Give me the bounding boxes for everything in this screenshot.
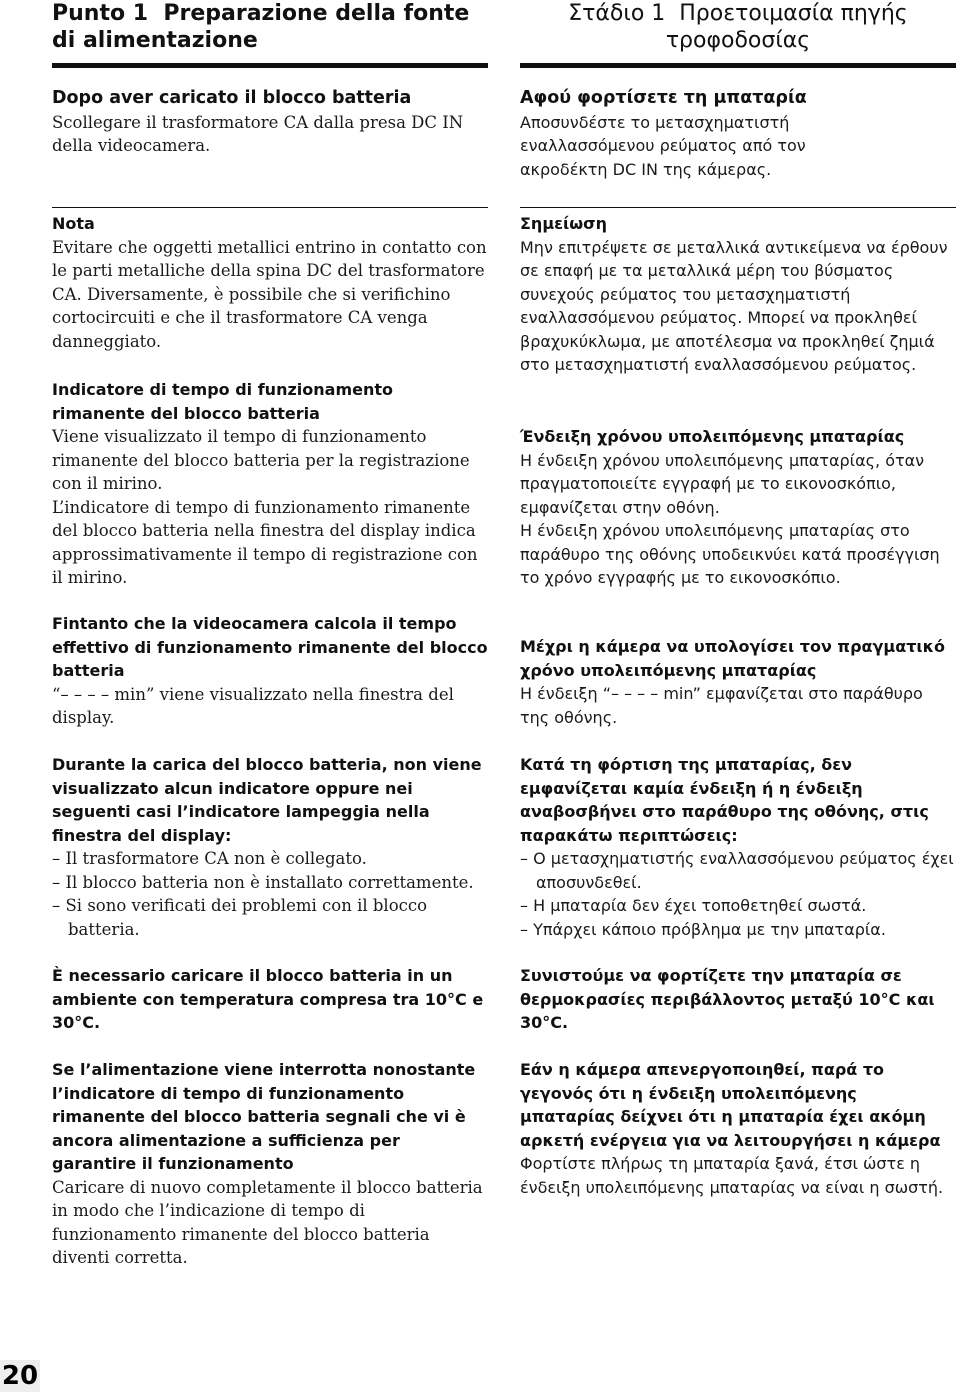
calc-text: Η ένδειξη “– – – – min” εμφανίζεται στο παράθυρο της οθόνης. [520,684,923,727]
title-line-1: Punto 1 Preparazione della fonte [52,1,470,26]
charging-item: – Η μπαταρία δεν έχει τοποθετηθεί σωστά. [520,896,867,915]
temperature-section [52,964,488,1035]
indicator-heading: Ένδειξη χρόνου υπολειπόμενης μπαταρίας [520,427,905,446]
poweroff-text: Caricare di nuovo completamente il blocco batteria in modo che l’indicazione di tempo di funzionamento rimanente del blocco batteria diventi corretta. [52,1177,483,1267]
temperature-heading: È necessario caricare il blocco batteria in un ambiente con temperatura compresa tra 10°C e 30°C. [52,966,484,1032]
note-text: Evitare che oggetti metallici entrino in contatto con le parti metalliche della spina DC del trasformatore CA. Diversamente, è possibile che si verifichino cortocircuiti e che il trasformatore CA venga danneggiato. [52,237,487,351]
indicator-text-2: L’indicatore di tempo di funzionamento rimanente del blocco batteria nella finestra del display indica approssimativamente il tempo di registrazione con il mirino. [52,497,478,587]
charging-heading: Durante la carica del blocco batteria, non viene visualizzato alcun indicatore oppure nei seguenti casi l’indicatore lampeggia nella finestra del display: [52,755,482,845]
note-heading: Nota [52,214,95,233]
note-rule [520,207,956,208]
title-rule [520,63,956,68]
indicator-text-1: Viene visualizzato il tempo di funzionamento rimanente del blocco batteria per la registrazione con il mirino. [52,427,470,493]
after-charge-heading: Αφού φορτίσετε τη μπαταρία [520,88,807,108]
title-line-2: τροφοδοσίας [665,28,811,53]
charging-heading: Κατά τη φόρτιση της μπαταρίας, δεν εμφανίζεται καμία ένδειξη ή η ένδειξη αναβοσβήνει στο παράθυρο της οθόνης, στις παρακάτω περιπτώσεις: [520,755,929,845]
calc-section [520,635,956,729]
note-section [520,212,956,377]
charging-item: – Si sono verificati dei problemi con il blocco batteria. [52,896,428,939]
indicator-text-2: Η ένδειξη χρόνου υπολειπόμενης μπαταρίας στο παράθυρο της οθόνης υποδεικνύει κατά προσέγγιση το χρόνο εγγραφής με το εικονοσκόπιο. [520,521,940,587]
note-text: Μην επιτρέψετε σε μεταλλικά αντικείμενα να έρθουν σε επαφή με τα μεταλλικά μέρη του βύσματος συνεχούς ρεύματος του μετασχηματιστή εναλλασσόμενου ρεύματος. Μπορεί να προκληθεί βραχυκύκλωμα, με αποτέλεσμα να προκληθεί ζημιά στο μετασχηματιστή εναλλασσόμενου ρεύματος. [520,237,948,374]
title-rule [52,63,488,68]
after-charge-text: Αποσυνδέστε το μετασχηματιστή εναλλασσόμενου ρεύματος από τον ακροδέκτη DC IN της κάμερας. [520,112,806,179]
poweroff-section [52,1058,488,1270]
calc-heading: Fintanto che la videocamera calcola il tempo effettivo di funzionamento rimanente del blocco batteria [52,614,488,680]
title-line-1: Στάδιο 1 Προετοιμασία πηγής [568,1,908,26]
charging-item: – Il blocco batteria non è installato correttamente. [52,872,474,892]
poweroff-heading: Εάν η κάμερα απενεργοποιηθεί, παρά το γεγονός ότι η ένδειξη υπολειπόμενης μπαταρίας δείχνει ότι η μπαταρία έχει ακόμη αρκετή ενέργεια για να λειτουργήσει η κάμερα [520,1060,941,1150]
after-charge-section [52,87,488,158]
after-charge-section [520,87,956,181]
poweroff-text: Φορτίστε πλήρως τη μπαταρία ξανά, έτσι ώστε η ένδειξη υπολειπόμενης μπαταρίας να είναι η σωστή. [520,1154,944,1197]
after-charge-text: Scollegare il trasformatore CA dalla presa DC IN della videocamera. [52,112,464,155]
indicator-heading: Indicatore di tempo di funzionamento rimanente del blocco batteria [52,380,393,423]
charging-item: – Il trasformatore CA non è collegato. [52,849,367,868]
calc-heading: Μέχρι η κάμερα να υπολογίσει τον πραγματικό χρόνο υπολειπόμενης μπαταρίας [520,637,945,680]
after-charge-heading: Dopo aver caricato il blocco batteria [52,88,412,108]
indicator-section [52,378,488,590]
section-title-italian [52,0,488,54]
note-section [52,212,488,353]
poweroff-section [520,1058,956,1199]
note-heading: Σημείωση [520,214,607,233]
section-title-greek [520,0,956,54]
temperature-heading: Συνιστούμε να φορτίζετε την μπαταρία σε θερμοκρασίες περιβάλλοντος μεταξύ 10°C και 30°C. [520,966,935,1032]
calc-section [52,612,488,730]
charging-section [520,753,956,941]
indicator-text-1: Η ένδειξη χρόνου υπολειπόμενης μπαταρίας, όταν πραγματοποιείτε εγγραφή με το εικονοσκόπιο, εμφανίζεται στην οθόνη. [520,450,925,517]
charging-section [52,753,488,941]
indicator-section [520,425,956,590]
page-number: 20 [1,1361,39,1391]
charging-item: – Ο μετασχηματιστής εναλλασσόμενου ρεύματος έχει αποσυνδεθεί. [520,849,954,892]
italian-column [52,0,488,1267]
temperature-section [520,964,956,1035]
calc-text: “– – – – min” viene visualizzato nella finestra del display. [52,684,454,727]
greek-column [520,0,956,1197]
charging-item: – Υπάρχει κάποιο πρόβλημα με την μπαταρία. [520,919,886,939]
title-line-2: di alimentazione [52,28,258,53]
note-rule [52,207,488,208]
poweroff-heading: Se l’alimentazione viene interrotta nonostante l’indicatore di tempo di funzionamento rimanente del blocco batteria segnali che vi è ancora alimentazione a sufficienza per garantire il funzionamento [52,1060,476,1173]
